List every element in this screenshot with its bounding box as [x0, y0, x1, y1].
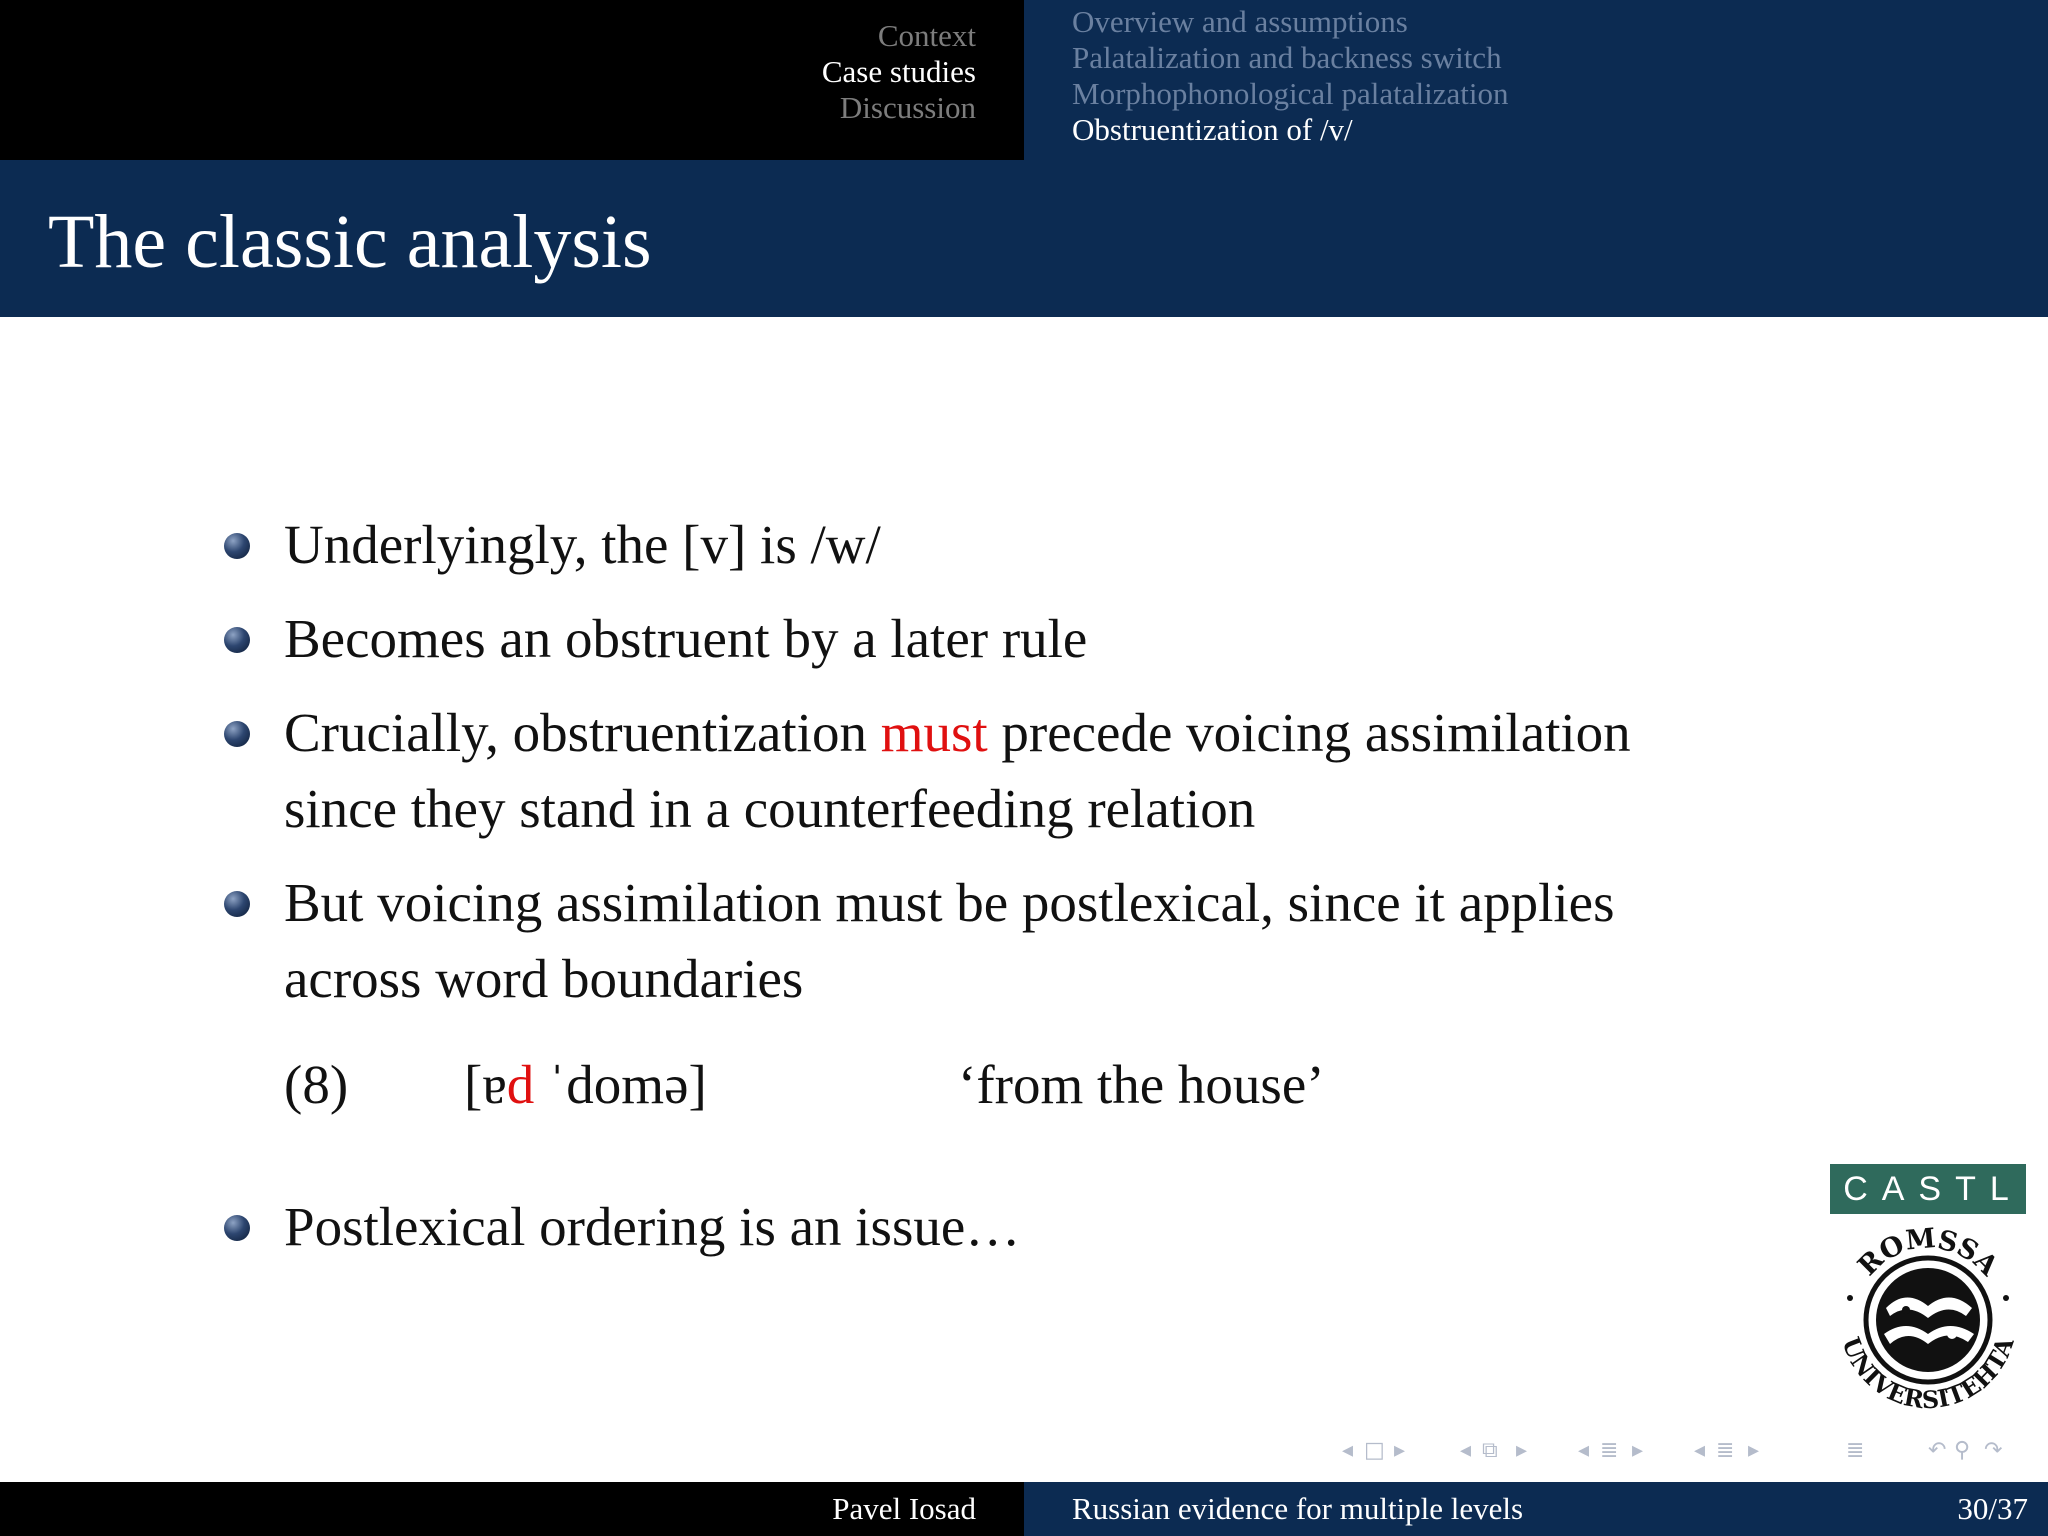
nav-frame-icon[interactable]: ⧉ — [1482, 1438, 1498, 1463]
footer-right — [1024, 1482, 2048, 1536]
nav-back-icon[interactable]: ↶ — [1928, 1438, 1947, 1463]
ipa-rest: ˈdomə] — [534, 1054, 707, 1115]
subsection-link-morphophonological[interactable]: Morphophonological palatalization — [1072, 76, 1509, 111]
author-name: Pavel Iosad — [832, 1491, 976, 1526]
seal-top-text: ROMSSA — [1852, 1223, 2004, 1282]
bullet-item — [284, 1189, 1844, 1265]
bullet-line: since they stand in a counterfeeding relation — [284, 778, 1256, 839]
title-bar — [0, 160, 2048, 317]
emphasis-text: must — [880, 702, 988, 763]
bullet-text: Crucially, obstruentization — [284, 702, 881, 763]
page-number: 30/37 — [1957, 1491, 2028, 1526]
nav-prev-subsection-icon[interactable]: ◂ — [1578, 1438, 1590, 1463]
slide-content — [0, 317, 2048, 1482]
bullet-line: But voicing assimilation must be postlexical, since it applies — [284, 872, 1615, 933]
example-gloss: ‘from the house’ — [958, 1054, 1325, 1115]
footer — [0, 1482, 2048, 1536]
nav-slide-icon[interactable]: □ — [1364, 1438, 1385, 1463]
nav-subsection-icon[interactable]: ≣ — [1600, 1438, 1619, 1463]
nav-prev-slide-icon[interactable]: ◂ — [1342, 1438, 1354, 1463]
bullet-icon — [224, 891, 250, 917]
nav-prev-section-icon[interactable]: ◂ — [1694, 1438, 1706, 1463]
section-link-discussion[interactable]: Discussion — [839, 90, 976, 125]
nav-next-frame-icon[interactable]: ▸ — [1516, 1438, 1528, 1463]
bullet-item — [284, 601, 1844, 677]
nav-prev-frame-icon[interactable]: ◂ — [1460, 1438, 1472, 1463]
nav-next-slide-icon[interactable]: ▸ — [1394, 1438, 1406, 1463]
subsection-link-obstruentization[interactable]: Obstruentization of /v/ — [1072, 112, 1353, 147]
example-number: (8) — [284, 1054, 349, 1115]
nav-outline-icon[interactable]: ≣ — [1846, 1438, 1865, 1463]
bullet-icon — [224, 627, 250, 653]
ipa-emphasis: d — [506, 1054, 535, 1115]
section-link-context[interactable]: Context — [877, 18, 976, 53]
bullet-text: Becomes an obstruent by a later rule — [284, 608, 1088, 669]
subsection-navigation — [1024, 0, 2048, 160]
subsection-link-palatalization[interactable]: Palatalization and backness switch — [1072, 40, 1502, 75]
university-seal-icon — [1826, 1218, 2030, 1422]
example-transcription — [464, 1047, 707, 1123]
talk-title: Russian evidence for multiple levels — [1072, 1491, 1524, 1526]
bullet-text: Postlexical ordering is an issue… — [284, 1196, 1021, 1257]
bullet-text: Underlyingly, the [v] is /w/ — [284, 514, 881, 575]
seal-bottom-text: UNIVERSITEHTA — [1836, 1333, 2020, 1415]
bullet-icon — [224, 1215, 250, 1241]
section-navigation — [0, 0, 1024, 160]
header — [0, 0, 2048, 160]
bullet-text: precede voicing assimilation — [987, 702, 1631, 763]
beamer-navigation — [1338, 1436, 2038, 1466]
bullet-item — [284, 865, 1844, 1017]
bullet-item — [284, 695, 1844, 847]
bullet-line: across word boundaries — [284, 948, 804, 1009]
castl-logo: CASTL — [1830, 1164, 2026, 1214]
ipa-prefix: [ɐ — [464, 1054, 507, 1115]
linguistic-example — [284, 1047, 1584, 1127]
nav-next-section-icon[interactable]: ▸ — [1748, 1438, 1760, 1463]
bullet-item — [284, 507, 1844, 583]
subsection-link-overview[interactable]: Overview and assumptions — [1072, 4, 1408, 39]
bullet-icon — [224, 533, 250, 559]
bullet-line — [284, 695, 1844, 771]
nav-section-icon[interactable]: ≣ — [1716, 1438, 1735, 1463]
bullet-icon — [224, 721, 250, 747]
nav-search-icon[interactable]: ⚲ — [1954, 1438, 1971, 1463]
section-link-case-studies[interactable]: Case studies — [821, 54, 976, 89]
nav-forward-icon[interactable]: ↷ — [1984, 1438, 2003, 1463]
nav-next-subsection-icon[interactable]: ▸ — [1632, 1438, 1644, 1463]
slide-title: The classic analysis — [48, 200, 652, 284]
footer-left — [0, 1482, 1024, 1536]
